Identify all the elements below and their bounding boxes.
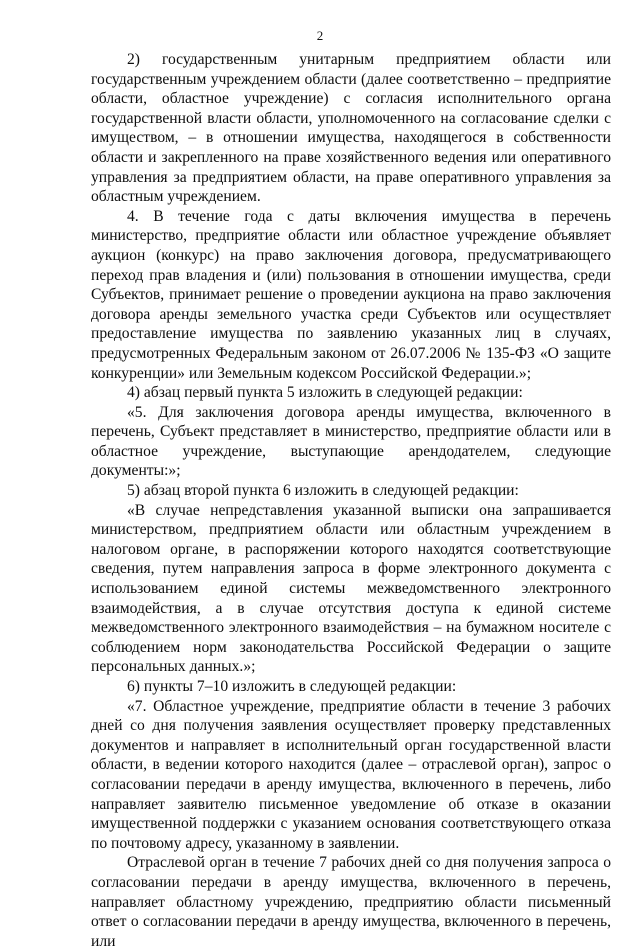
paragraph-amendment-4: 4) абзац первый пункта 5 изложить в следующей редакции: [127,384,523,402]
paragraph-clause-7-verification: «7. Областное учреждение, предприятие области в течение 3 рабочих дней со дня получения заявления осуществляет проверку представленных документов и направляет в исполнительный орган государственной власти области, в ведении которого находится (далее – отраслевой орган), запрос о согласовании передачи в аренду имущества, включенного в перечень, либо направляет заявителю письменное уведомление об отказе в оказании имущественной поддержки с указанием основания соответствующего отказа по почтовому адресу, указанному в заявлении. [91,697,611,852]
paragraph-clause-5-documents: «5. Для заключения договора аренды имущества, включенного в перечень, Субъект представляет в министерство, предприятие области или в областное учреждение, выступающие арендодателем, следующие документы:»; [91,403,611,480]
paragraph-item-2-state-enterprise: 2) государственным унитарным предприятием области или государственным учреждением области (далее соответственно – предприятие области, областное учреждение) с согласия исполнительного органа государственной власти области, уполномоченного на согласование сделки с имуществом, – в отношении имущества, находящегося в собственности области и закрепленного на праве хозяйственного ведения или оперативного управления за предприятием области, на праве оперативного управления за областным учреждением. [91,51,611,206]
paragraph-sectoral-body-response: Отраслевой орган в течение 7 рабочих дней со дня получения запроса о согласовании передачи в аренду имущества, включенного в перечень, направляет областному учреждению, предприятию области письменный ответ о согласовании передачи в аренду имущества, включенного в перечень, или [91,854,611,950]
paragraph-clause-4-auction: 4. В течение года с даты включения имущества в перечень министерство, предприятие области или областное учреждение объявляет аукцион (конкурс) на право заключения договора, предусматривающего переход прав владения и (или) пользования в отношении имущества, среди Субъектов, принимает решение о проведении аукциона на право заключения договора аренды земельного участка среди Субъектов или осуществляет предоставление имущества по заявлению указанных лиц в случаях, предусмотренных Федеральным законом от 26.07.2006 № 135-ФЗ «О защите конкуренции» или Земельным кодексом Российской Федерации.»; [91,207,611,382]
paragraph-clause-6-extract-request: «В случае непредставления указанной выписки она запрашивается министерством, предприятием области или областным учреждением в налоговом органе, в распоряжении которого находятся соответствующие сведения, путем направления запроса в форме электронного документа с использованием единой системы межведомственного электронного взаимодействия, а в случае отсутствия доступа к единой системе межведомственного электронного взаимодействия – на бумажном носителе с соблюдением норм законодательства Российской Федерации о защите персональных данных.»; [91,501,611,676]
paragraph-amendment-6: 6) пункты 7–10 изложить в следующей редакции: [127,678,457,695]
page-number: 2 [316,28,324,43]
document-body [91,50,611,951]
paragraph-amendment-5: 5) абзац второй пункта 6 изложить в следующей редакции: [127,482,519,500]
